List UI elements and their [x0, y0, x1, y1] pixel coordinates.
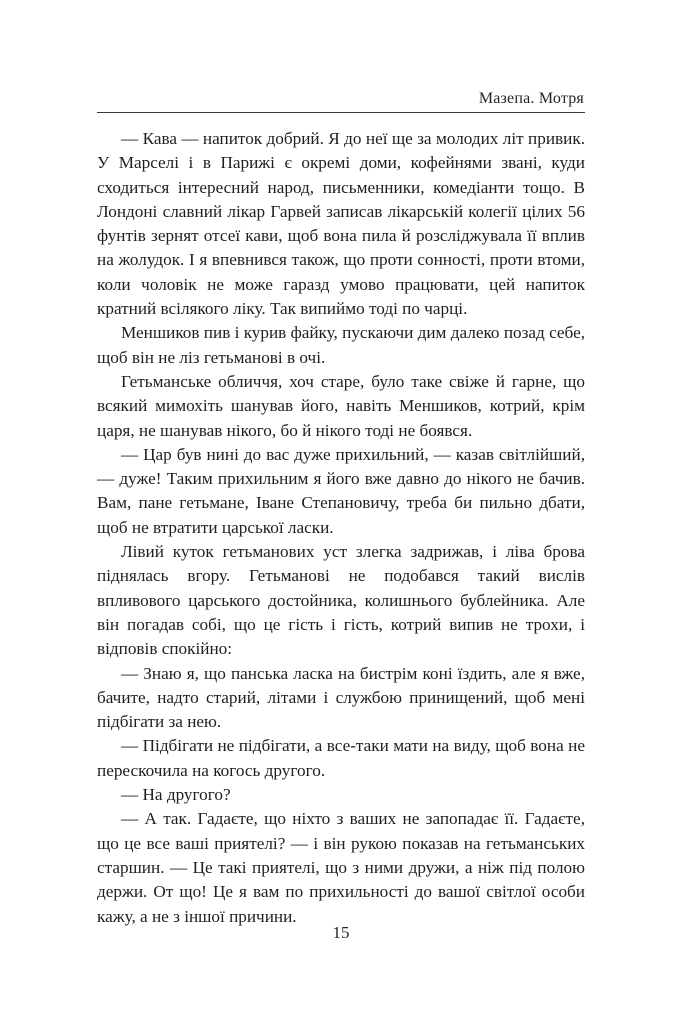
body-text	[97, 127, 585, 929]
header-rule	[97, 112, 585, 113]
paragraph: Лівий куток гетьманових уст злегка задрижав, і ліва брова піднялась вгору. Гетьманові не подобався такий вислів впливового царського достойника, колишнього бублейника. Але він погадав собі, що це гість і гість, котрий випив не трохи, і відповів спокійно:	[97, 542, 585, 659]
paragraph: — На другого?	[121, 785, 231, 805]
paragraph: Гетьманське обличчя, хоч старе, було таке свіже й гарне, що всякий мимохіть шанував його, навіть Меншиков, котрий, крім царя, не шанував нікого, бо й нікого тоді не боявся.	[97, 371, 585, 440]
paragraph: — Підбігати не підбігати, а все-таки мати на виду, щоб вона не перескочила на когось другого.	[97, 736, 585, 780]
paragraph: — А так. Гадаєте, що ніхто з ваших не запопадає її. Гадаєте, що це все ваші приятелі? — і він рукою показав на гетьманських старшин. — Це такі приятелі, що з ними дружи, а ніж під полою держи. От що! Це я вам по прихильності до вашої світлої особи кажу, а не з іншої причини.	[97, 809, 585, 926]
paragraph: — Знаю я, що панська ласка на бистрім коні їздить, але я вже, бачите, надто старий, літами і службою принищений, щоб мені підбігати за нею.	[97, 663, 585, 732]
page-number: 15	[332, 923, 350, 942]
running-head: Мазепа. Мотря	[478, 90, 584, 107]
paragraph: — Кава — напиток добрий. Я до неї ще за молодих літ привик. У Марселі і в Парижі є окремі доми, кофейнями звані, куди сходиться інтересний народ, письменники, комедіанти тощо. В Лондоні славний лікар Гарвей записав лікарській колегії цілих 56 фунтів зернят отсеї кави, щоб вона пила й розслiджувала її вплив на жолудок. I я впевнився також, що проти сонності, проти втоми, коли чоловік не може гаразд умово працювати, цей напиток кратний всілякого ліку. Так випиймо тоді по чарці.	[97, 129, 585, 319]
paragraph: Меншиков пив і курив файку, пускаючи дим далеко позад себе, щоб він не ліз гетьманові в очі.	[97, 323, 585, 367]
paragraph: — Цар був нині до вас дуже прихильний, — казав світлійший, — дуже! Таким прихильним я його вже давно до нікого не бачив. Вам, пане гетьмане, Іване Степановичу, треба би пильно дбати, щоб не втратити царської ласки.	[97, 444, 585, 537]
